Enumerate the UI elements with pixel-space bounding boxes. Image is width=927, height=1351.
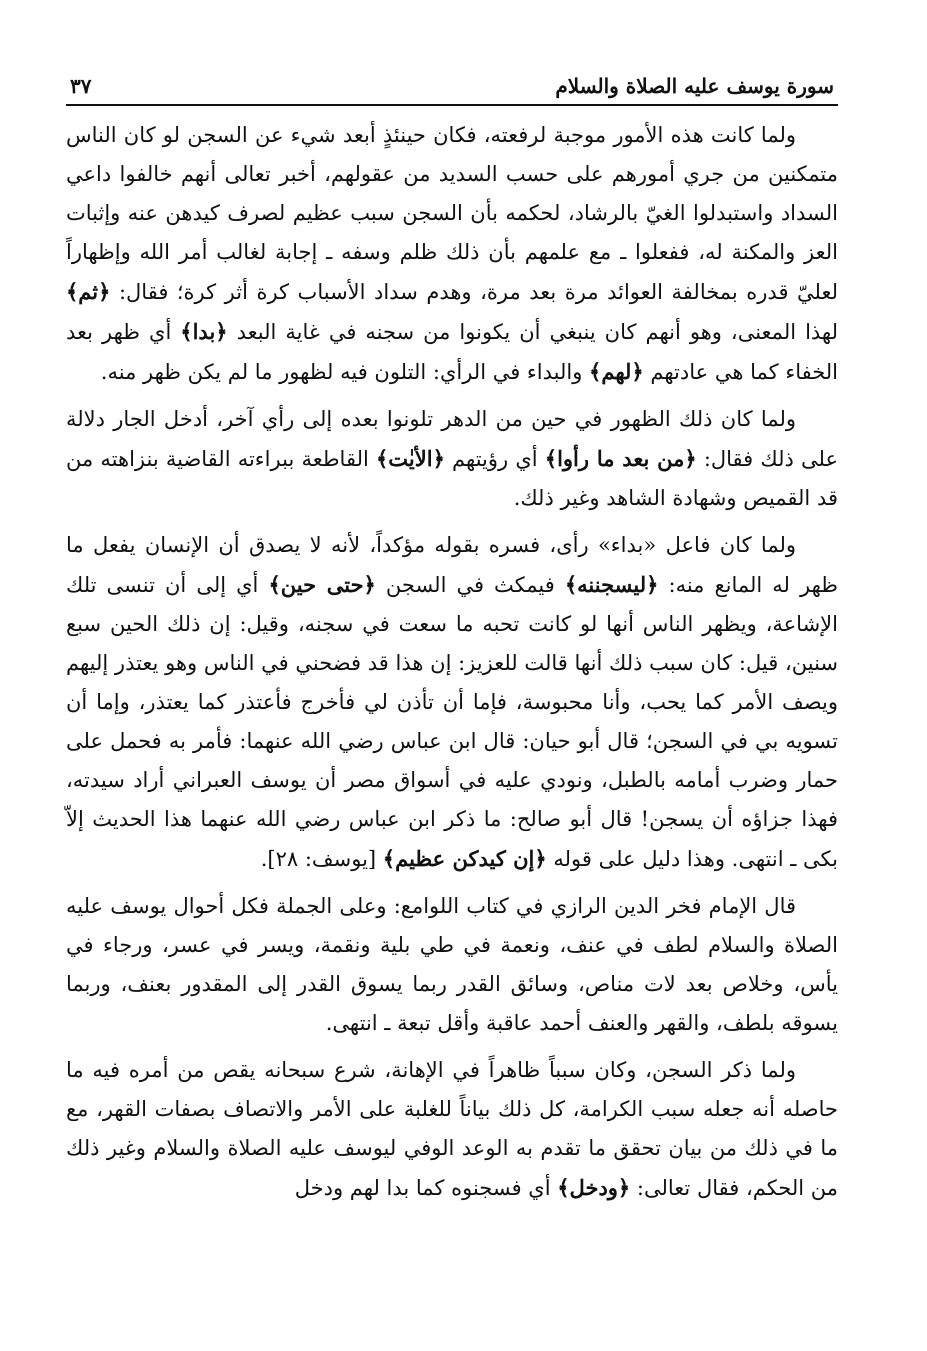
quran-quote: ﴿بدا﴾ [180,319,228,344]
paragraph [66,887,838,1043]
text-run: ولما كانت هذه الأمور موجبة لرفعته، فكان حينئذٍ أبعد شيء عن السجن لو كان الناس متمكنين من جري أمورهم على حسب السديد من عقولهم، أخبر تعالى أنهم خالفوا داعي السداد واستبدلوا الغيّ بالرشاد، لحكمه بأن السجن سبب عظيم لصرف كيدهن عنه وإثبات العز والمكنة له، ففعلوا ـ مع علمهم بأن ذلك ظلم وسفه ـ إجابة لغالب أمر الله وإظهاراً لعليّ قدره بمخالفة العوائد مرة بعد مرة، وهدم سداد الأسباب كرة أثر كرة؛ فقال: [66,123,838,304]
quran-quote: ﴿الأيٰت﴾ [375,446,445,471]
text-run: قال الإمام فخر الدين الرازي في كتاب اللوامع: وعلى الجملة فكل أحوال يوسف عليه الصلاة والسلام لطف في عنف، ونعمة في طي بلية ونقمة، ويسر في عسر، ورجاء في يأس، وخلاص بعد لات مناص، وسائق القدر ربما يسوق القدر إلى المقدور بعنف، وربما يسوقه بلطف، والقهر والعنف أحمد عاقبة وأقل تبعة ـ انتهى. [66,894,838,1035]
quran-quote: ﴿ثم﴾ [66,279,111,304]
text-run: والبداء في الرأي: التلون فيه لظهور ما لم يكن ظهر منه. [100,360,590,384]
text-run: فيمكث في السجن [375,573,565,597]
text-run: أي فسجنوه كما بدا لهم ودخل [294,1176,558,1200]
quran-quote: ﴿حتى حين﴾ [268,572,376,597]
text-run: ولما كان ذلك الظهور في حين من الدهر تلونوا بعده إلى رأي آخر، أدخل الجار دلالة على ذلك فقال: [66,407,838,471]
quran-quote: ﴿إن كيدكن عظيم﴾ [382,846,547,871]
quran-quote: ﴿لهم﴾ [589,359,644,384]
text-run: [يوسف: ٢٨]. [260,847,383,871]
header-rule [66,104,838,106]
text-run: ولما ذكر السجن، وكان سبباً ظاهراً في الإهانة، شرع سبحانه يقص من أمره فيه ما حاصله أنه جعله سبب الكرامة، كل ذلك بياناً للغلبة على الأمر والاتصاف بصفات القهر، مع ما في ذلك من بيان تحقق ما تقدم به الوعد الوفي ليوسف عليه الصلاة والسلام وغير ذلك من الحكم، فقال تعالى: [66,1058,838,1200]
text-run: أي رؤيتهم [444,447,545,471]
paragraph [66,116,838,392]
page-number: ٣٧ [70,74,92,98]
text-run: ولما كان فاعل «بداء» رأى، فسره بقوله مؤكداً، لأنه لا يصدق أن الإنسان يفعل ما ظهر له المانع منه: [66,533,838,597]
text-run: أي إلى أن تنسى تلك الإشاعة، ويظهر الناس أنها لو كانت تحبه ما سعت في سجنه، وقيل: إن ذلك الحين سبع سنين، قيل: كان سبب ذلك أنها قالت للعزيز: إن هذا قد فضحني في الناس وهو يعتذر إليهم ويصف الأمر كما يحب، وأنا محبوسة، فإما أن تأذن لي فأخرج فأعتذر كما يعتذر، وإما أن تسويه بي في السجن؛ قال أبو حيان: قال ابن عباس رضي الله عنهما: فأمر به فحمل على حمار وضرب أمامه بالطبل، ونودي عليه في أسواق مصر أن يوسف العبراني أراد سيدته، فهذا جزاؤه أن يسجن! قال أبو صالح: ما ذكر ابن عباس رضي الله عنهما هذا الحديث إلاّ بكى ـ انتهى. وهذا دليل على قوله [66,573,838,871]
quran-quote: ﴿ليسجننه﴾ [564,572,659,597]
text-run: القاطعة ببراءته القاضية بنزاهته من قد القميص وشهادة الشاهد وغير ذلك. [66,447,838,510]
book-page [66,70,838,1330]
paragraph [66,1051,838,1208]
paragraph [66,400,838,518]
quran-quote: ﴿من بعد ما رأوا﴾ [544,446,697,471]
paragraph [66,526,838,879]
text-run: أي ظهر بعد الخفاء كما هي عادتهم [66,320,838,384]
running-header [66,70,838,98]
quran-quote: ﴿ودخل﴾ [557,1175,631,1200]
chapter-title: سورة يوسف عليه الصلاة والسلام [555,74,834,98]
body-text [66,116,838,1208]
text-run: لهذا المعنى، وهو أنهم كان ينبغي أن يكونوا من سجنه في غاية البعد [227,320,839,344]
